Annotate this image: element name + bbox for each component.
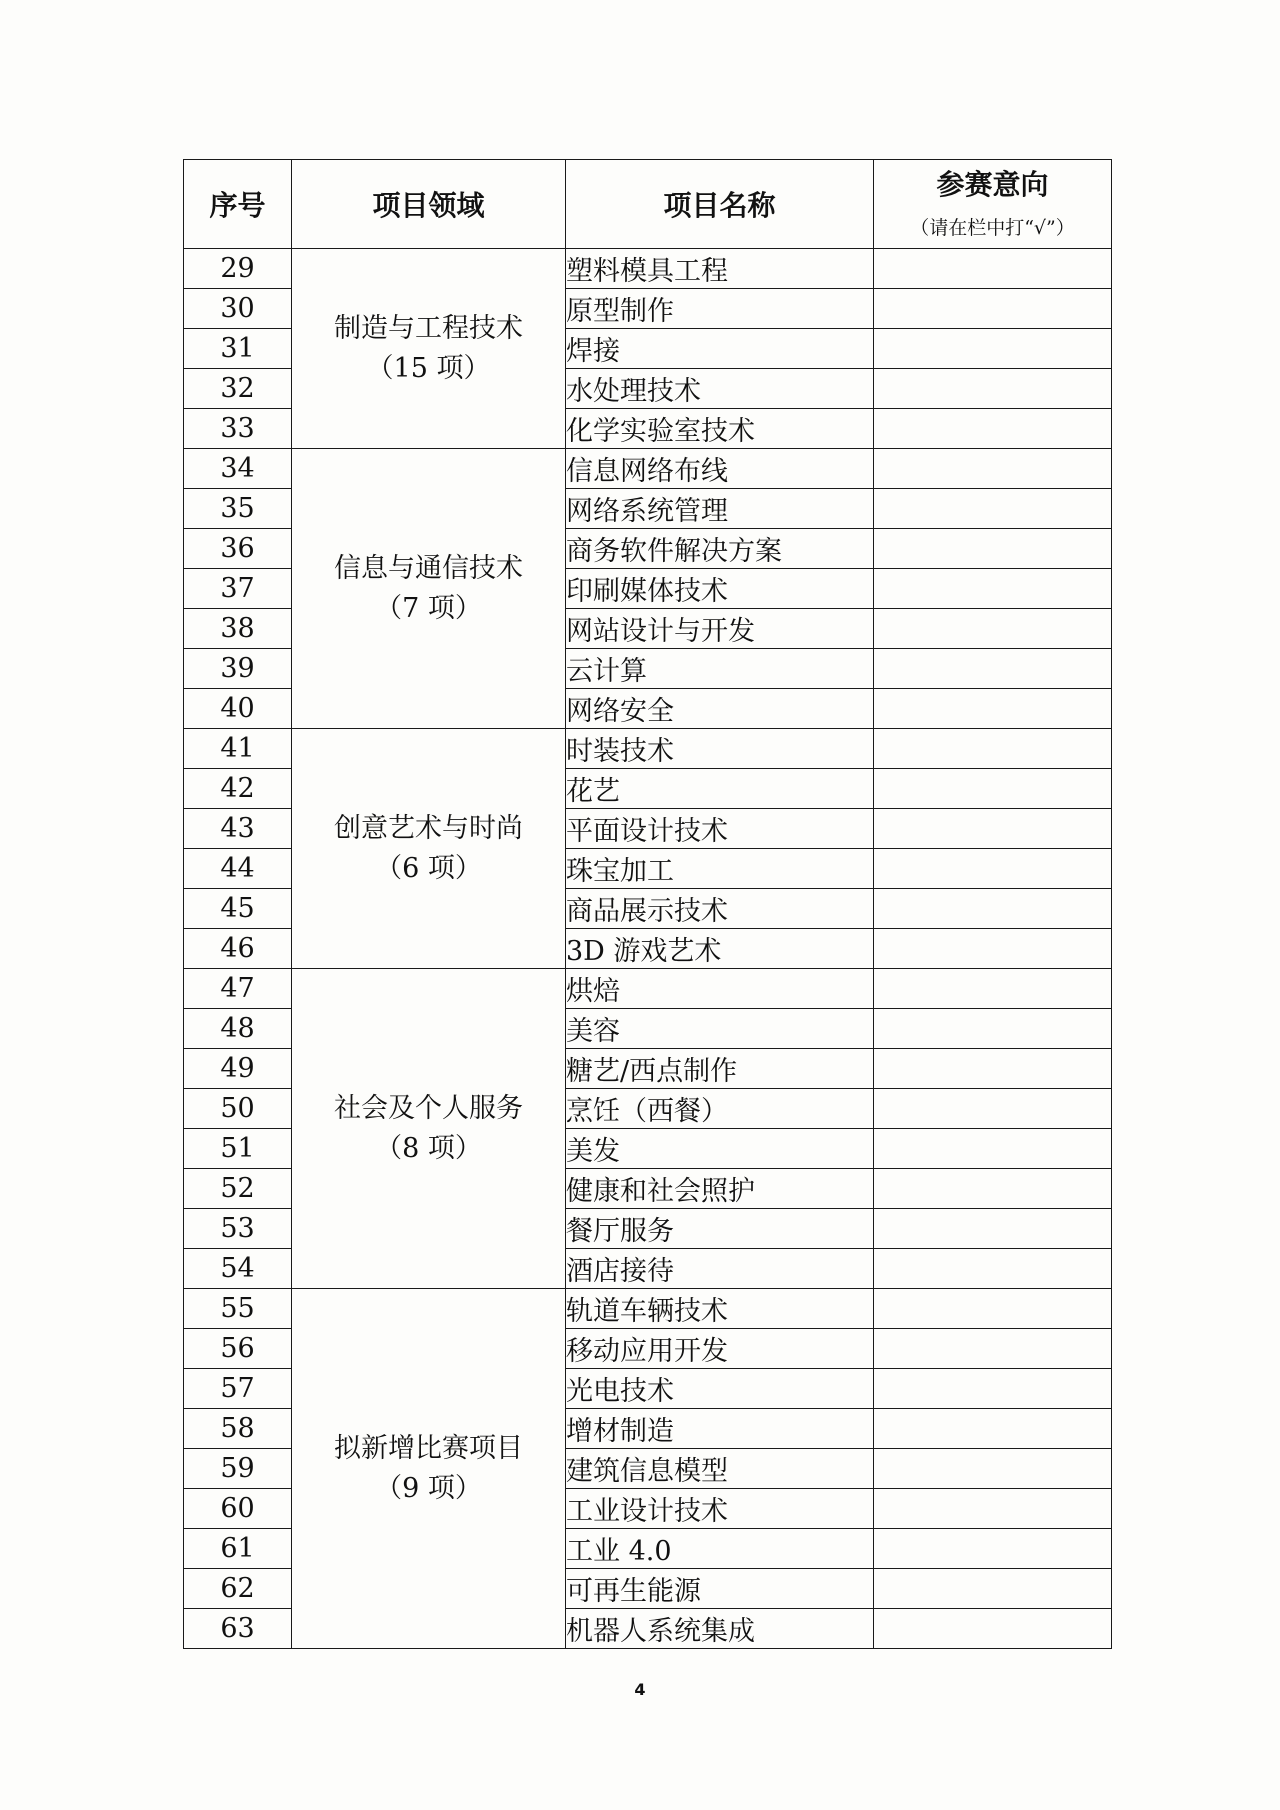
- row-index: 62: [184, 1569, 292, 1609]
- row-index: 46: [184, 929, 292, 969]
- item-name: 时装技术: [566, 729, 874, 769]
- row-index: 44: [184, 849, 292, 889]
- intent-checkbox-cell[interactable]: [874, 849, 1112, 889]
- item-name: 烘焙: [566, 969, 874, 1009]
- header-intent-label: 参赛意向: [936, 167, 1049, 201]
- row-index: 50: [184, 1089, 292, 1129]
- intent-checkbox-cell[interactable]: [874, 1169, 1112, 1209]
- intent-checkbox-cell[interactable]: [874, 649, 1112, 689]
- row-index: 39: [184, 649, 292, 689]
- intent-checkbox-cell[interactable]: [874, 529, 1112, 569]
- table-row: [184, 969, 1112, 1009]
- item-name: 商品展示技术: [566, 889, 874, 929]
- intent-checkbox-cell[interactable]: [874, 1449, 1112, 1489]
- item-name: 网络系统管理: [566, 489, 874, 529]
- row-index: 53: [184, 1209, 292, 1249]
- field-count: （7 项）: [375, 592, 482, 624]
- intent-checkbox-cell[interactable]: [874, 449, 1112, 489]
- item-name: 机器人系统集成: [566, 1609, 874, 1649]
- header-intent-note: （请在栏中打“√”）: [910, 216, 1075, 239]
- row-index: 55: [184, 1289, 292, 1329]
- item-name: 商务软件解决方案: [566, 529, 874, 569]
- item-name: 3D 游戏艺术: [566, 929, 874, 969]
- item-name: 化学实验室技术: [566, 409, 874, 449]
- field-cell: [292, 1289, 566, 1649]
- row-index: 31: [184, 329, 292, 369]
- header-intent: [874, 160, 1112, 249]
- row-index: 57: [184, 1369, 292, 1409]
- row-index: 47: [184, 969, 292, 1009]
- item-name: 网络安全: [566, 689, 874, 729]
- row-index: 30: [184, 289, 292, 329]
- intent-checkbox-cell[interactable]: [874, 1369, 1112, 1409]
- field-count: （9 项）: [375, 1472, 482, 1504]
- row-index: 56: [184, 1329, 292, 1369]
- intent-checkbox-cell[interactable]: [874, 689, 1112, 729]
- header-name: 项目名称: [566, 160, 874, 249]
- intent-checkbox-cell[interactable]: [874, 329, 1112, 369]
- item-name: 信息网络布线: [566, 449, 874, 489]
- intent-checkbox-cell[interactable]: [874, 1129, 1112, 1169]
- row-index: 52: [184, 1169, 292, 1209]
- item-name: 工业设计技术: [566, 1489, 874, 1529]
- page-number: 4: [634, 1680, 646, 1699]
- intent-checkbox-cell[interactable]: [874, 889, 1112, 929]
- intent-checkbox-cell[interactable]: [874, 1609, 1112, 1649]
- row-index: 48: [184, 1009, 292, 1049]
- item-name: 云计算: [566, 649, 874, 689]
- row-index: 36: [184, 529, 292, 569]
- item-name: 原型制作: [566, 289, 874, 329]
- item-name: 轨道车辆技术: [566, 1289, 874, 1329]
- intent-checkbox-cell[interactable]: [874, 969, 1112, 1009]
- intent-checkbox-cell[interactable]: [874, 569, 1112, 609]
- item-name: 珠宝加工: [566, 849, 874, 889]
- row-index: 63: [184, 1609, 292, 1649]
- item-name: 美容: [566, 1009, 874, 1049]
- row-index: 58: [184, 1409, 292, 1449]
- row-index: 51: [184, 1129, 292, 1169]
- intent-checkbox-cell[interactable]: [874, 609, 1112, 649]
- intent-checkbox-cell[interactable]: [874, 729, 1112, 769]
- table-row: [184, 1289, 1112, 1329]
- row-index: 35: [184, 489, 292, 529]
- item-name: 工业 4.0: [566, 1529, 874, 1569]
- intent-checkbox-cell[interactable]: [874, 929, 1112, 969]
- row-index: 61: [184, 1529, 292, 1569]
- item-name: 花艺: [566, 769, 874, 809]
- intent-checkbox-cell[interactable]: [874, 1569, 1112, 1609]
- field-name: 社会及个人服务: [334, 1092, 523, 1124]
- item-name: 餐厅服务: [566, 1209, 874, 1249]
- intent-checkbox-cell[interactable]: [874, 809, 1112, 849]
- field-count: （6 项）: [375, 852, 482, 884]
- item-name: 烹饪（西餐）: [566, 1089, 874, 1129]
- row-index: 43: [184, 809, 292, 849]
- field-name: 创意艺术与时尚: [334, 812, 523, 844]
- intent-checkbox-cell[interactable]: [874, 489, 1112, 529]
- intent-checkbox-cell[interactable]: [874, 1529, 1112, 1569]
- row-index: 40: [184, 689, 292, 729]
- item-name: 可再生能源: [566, 1569, 874, 1609]
- item-name: 移动应用开发: [566, 1329, 874, 1369]
- table-body: [184, 249, 1112, 1649]
- item-name: 平面设计技术: [566, 809, 874, 849]
- field-name: 信息与通信技术: [334, 552, 523, 584]
- table-row: [184, 729, 1112, 769]
- table-row: [184, 449, 1112, 489]
- item-name: 健康和社会照护: [566, 1169, 874, 1209]
- item-name: 塑料模具工程: [566, 249, 874, 289]
- row-index: 41: [184, 729, 292, 769]
- field-cell: [292, 729, 566, 969]
- row-index: 49: [184, 1049, 292, 1089]
- item-name: 酒店接待: [566, 1249, 874, 1289]
- row-index: 60: [184, 1489, 292, 1529]
- item-name: 水处理技术: [566, 369, 874, 409]
- field-name: 拟新增比赛项目: [334, 1432, 523, 1464]
- field-count: （8 项）: [375, 1132, 482, 1164]
- intent-checkbox-cell[interactable]: [874, 1009, 1112, 1049]
- intent-checkbox-cell[interactable]: [874, 289, 1112, 329]
- intent-checkbox-cell[interactable]: [874, 1329, 1112, 1369]
- field-cell: [292, 249, 566, 449]
- row-index: 29: [184, 249, 292, 289]
- field-name: 制造与工程技术: [334, 312, 523, 344]
- intent-checkbox-cell[interactable]: [874, 1089, 1112, 1129]
- row-index: 38: [184, 609, 292, 649]
- field-cell: [292, 969, 566, 1289]
- item-name: 美发: [566, 1129, 874, 1169]
- intent-checkbox-cell[interactable]: [874, 1489, 1112, 1529]
- intent-checkbox-cell[interactable]: [874, 369, 1112, 409]
- row-index: 32: [184, 369, 292, 409]
- table-header-row: [184, 160, 1112, 249]
- item-name: 增材制造: [566, 1409, 874, 1449]
- row-index: 42: [184, 769, 292, 809]
- intent-checkbox-cell[interactable]: [874, 409, 1112, 449]
- competition-items-table: [183, 159, 1112, 1649]
- intent-checkbox-cell[interactable]: [874, 1209, 1112, 1249]
- header-field: 项目领域: [292, 160, 566, 249]
- intent-checkbox-cell[interactable]: [874, 249, 1112, 289]
- item-name: 建筑信息模型: [566, 1449, 874, 1489]
- item-name: 光电技术: [566, 1369, 874, 1409]
- row-index: 37: [184, 569, 292, 609]
- table-row: [184, 249, 1112, 289]
- row-index: 34: [184, 449, 292, 489]
- intent-checkbox-cell[interactable]: [874, 1049, 1112, 1089]
- item-name: 印刷媒体技术: [566, 569, 874, 609]
- item-name: 糖艺/西点制作: [566, 1049, 874, 1089]
- row-index: 33: [184, 409, 292, 449]
- item-name: 焊接: [566, 329, 874, 369]
- intent-checkbox-cell[interactable]: [874, 769, 1112, 809]
- intent-checkbox-cell[interactable]: [874, 1289, 1112, 1329]
- intent-checkbox-cell[interactable]: [874, 1249, 1112, 1289]
- field-count: （15 项）: [366, 352, 491, 384]
- header-index: 序号: [184, 160, 292, 249]
- row-index: 45: [184, 889, 292, 929]
- row-index: 54: [184, 1249, 292, 1289]
- item-name: 网站设计与开发: [566, 609, 874, 649]
- row-index: 59: [184, 1449, 292, 1489]
- intent-checkbox-cell[interactable]: [874, 1409, 1112, 1449]
- field-cell: [292, 449, 566, 729]
